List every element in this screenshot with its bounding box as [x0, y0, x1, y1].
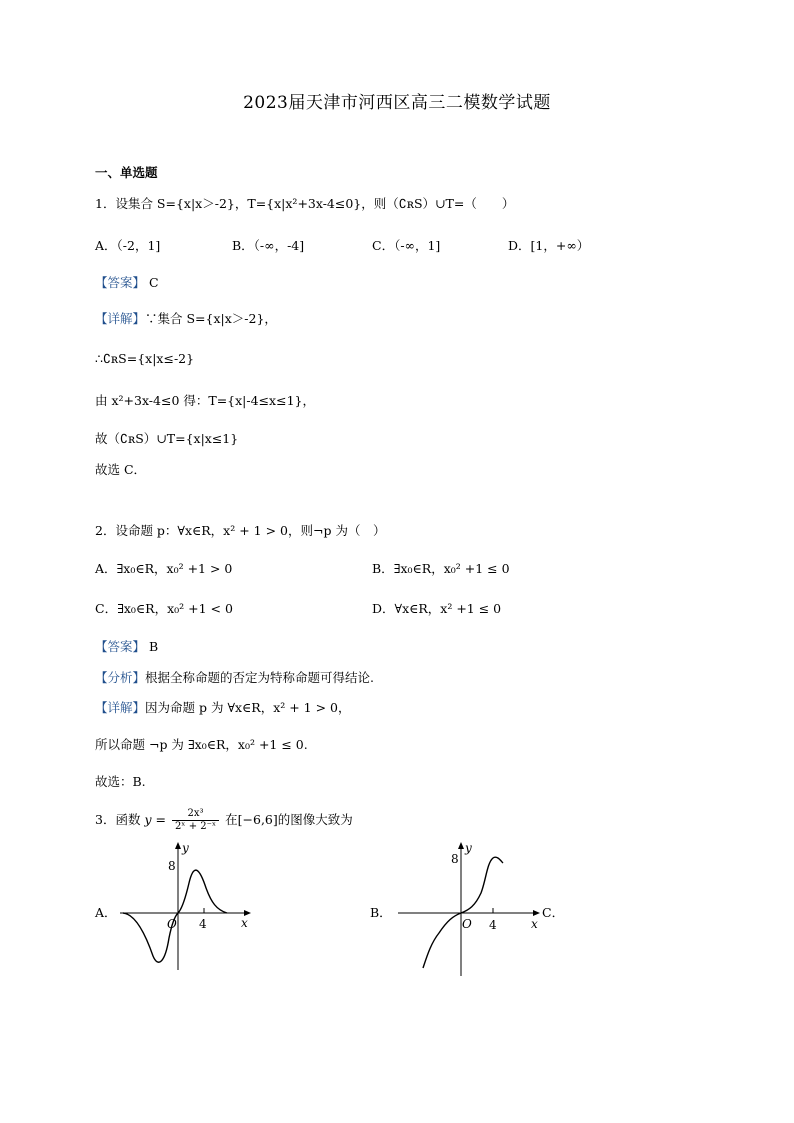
detail-tag: 【详解】 — [95, 311, 146, 326]
y-axis-arrow — [458, 842, 464, 849]
y-axis-label: y — [465, 841, 472, 855]
q1-option-c: C．（-∞，1] — [372, 238, 441, 253]
q1-stem: 1．设集合 S={x|x＞-2}，T={x|x²+3x-4≤0}，则（∁ʀS）∪T=（ ） — [95, 196, 515, 211]
q1-option-b: B．（-∞，-4] — [232, 238, 305, 253]
q1-line-1: ∴∁ʀS={x|x≤-2} — [95, 351, 195, 366]
origin-label: O — [462, 917, 472, 931]
q2-stem: 2．设命题 p：∀x∈R，x² + 1 > 0，则¬p 为（ ） — [95, 523, 386, 538]
q1-option-d: D．[1，+∞） — [508, 238, 590, 253]
q1-option-a: A．（-2，1] — [95, 238, 161, 253]
q3-option-a: A． — [95, 905, 117, 920]
q1-answer — [95, 273, 159, 291]
answer-value: C — [149, 275, 159, 290]
detail-text: ∵集合 S={x|x＞-2}， — [145, 311, 277, 326]
detail-text: 因为命题 p 为 ∀x∈R，x² + 1 > 0， — [145, 700, 351, 715]
x-axis-label: x — [531, 917, 538, 931]
answer-value: B — [149, 639, 159, 654]
q2-option-b: B．∃x₀∈R，x₀² +1 ≤ 0 — [372, 561, 510, 576]
q2-option-d: D．∀x∈R，x² +1 ≤ 0 — [372, 601, 502, 616]
q1-line-3: 故（∁ʀS）∪T={x|x≤1} — [95, 431, 239, 446]
x-tick-label: 4 — [489, 918, 497, 932]
q3-graph-a — [115, 838, 255, 973]
section-heading: 一、单选题 — [95, 165, 158, 180]
x-tick-label: 4 — [199, 917, 207, 931]
q3-numerator: 2x³ — [172, 808, 219, 821]
analysis-tag: 【分析】 — [95, 670, 146, 685]
q2-analysis — [95, 668, 374, 686]
q3-prefix: 3．函数 — [95, 812, 141, 827]
answer-tag: 【答案】 — [95, 639, 146, 654]
q1-line-4: 故选 C． — [95, 462, 147, 477]
q2-line-1: 所以命题 ¬p 为 ∃x₀∈R，x₀² +1 ≤ 0. — [95, 737, 308, 752]
q1-detail — [95, 309, 277, 327]
y-axis-label: y — [182, 841, 189, 855]
x-axis-arrow — [533, 910, 540, 916]
q2-line-2: 故选：B. — [95, 774, 146, 789]
y-axis-arrow — [175, 842, 181, 849]
y-tick-label: 8 — [451, 852, 459, 866]
x-axis-label: x — [241, 916, 248, 930]
q2-answer — [95, 637, 158, 655]
q3-graph-b — [393, 838, 548, 978]
answer-tag: 【答案】 — [95, 275, 146, 290]
page-title: 2023届天津市河西区高三二模数学试题 — [243, 93, 551, 113]
detail-tag: 【详解】 — [95, 700, 146, 715]
q2-option-c: C．∃x₀∈R，x₀² +1 < 0 — [95, 601, 233, 616]
q3-option-b: B． — [370, 905, 392, 920]
analysis-text: 根据全称命题的否定为特称命题可得结论. — [145, 670, 374, 685]
q3-suffix: 在[−6,6]的图像大致为 — [225, 812, 353, 827]
origin-label: O — [167, 917, 177, 931]
y-tick-label: 8 — [168, 859, 176, 873]
q3-denominator: 2ˣ + 2⁻ˣ — [174, 821, 217, 832]
q1-line-2: 由 x²+3x-4≤0 得：T={x|-4≤x≤1}， — [95, 393, 315, 408]
q3-option-c: C． — [542, 905, 565, 920]
q3-stem — [95, 808, 353, 833]
q2-option-a: A．∃x₀∈R，x₀² +1 > 0 — [95, 561, 233, 576]
q2-detail — [95, 698, 351, 716]
q3-y: y = — [144, 812, 166, 827]
q3-fraction — [172, 808, 219, 833]
